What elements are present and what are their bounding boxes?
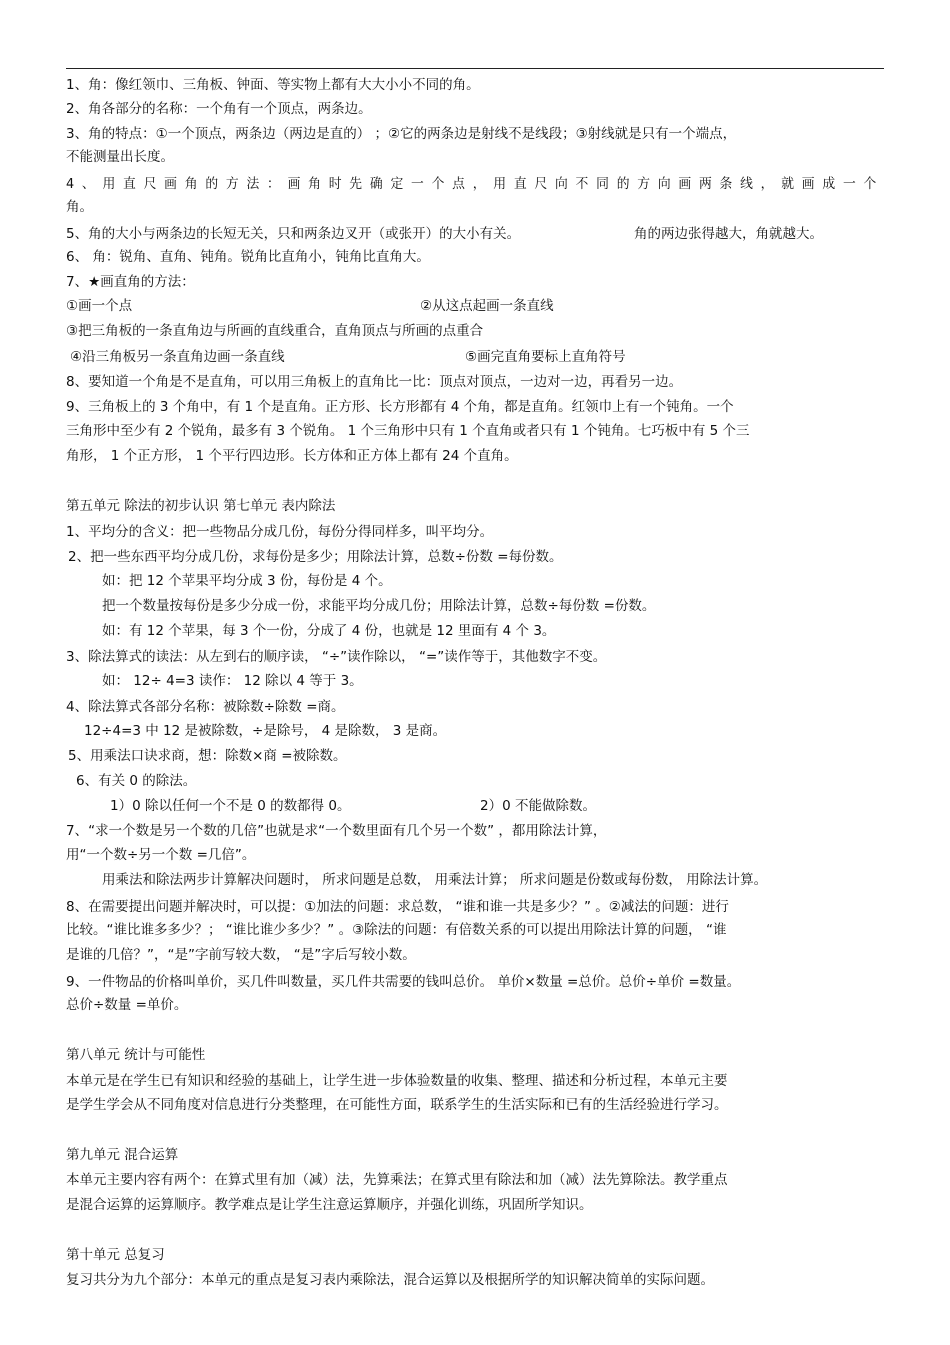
- division-point-6-a: 1）0 除以任何一个不是 0 的数都得 0。: [110, 798, 351, 814]
- angle-point-2: 2、角各部分的名称：一个角有一个顶点，两条边。: [66, 101, 372, 117]
- right-angle-step-3: ③把三角板的一条直角边与所画的直线重合，直角顶点与所画的点重合: [66, 323, 484, 339]
- division-point-6-b: 2）0 不能做除数。: [480, 798, 596, 814]
- right-angle-step-2: ②从这点起画一条直线: [420, 298, 554, 314]
- division-point-4: 4、除法算式各部分名称：被除数÷除数 =商。: [66, 699, 345, 715]
- unit-9-paragraph-1: 本单元主要内容有两个：在算式里有加（减）法，先算乘法；在算式里有除法和加（减）法先算除法。教学重点: [66, 1172, 728, 1188]
- division-point-2-b-example: 如：有 12 个苹果，每 3 个一份，分成了 4 份，也就是 12 里面有 4 个 3。: [102, 623, 556, 639]
- division-point-2-b: 把一个数量按每份是多少分成一份，求能平均分成几份；用除法计算，总数÷每份数 =份数。: [102, 598, 656, 614]
- angle-point-9-cont-2: 角形， 1 个正方形， 1 个平行四边形。长方体和正方体上都有 24 个直角。: [66, 448, 518, 464]
- unit-10-paragraph: 复习共分为九个部分：本单元的重点是复习表内乘除法，混合运算以及根据所学的知识解决简单的实际问题。: [66, 1272, 714, 1288]
- angle-point-3: 3、角的特点：①一个顶点，两条边（两边是直的） ；②它的两条边是射线不是线段；③射线就是只有一个端点，: [66, 126, 737, 142]
- division-point-2-example: 如：把 12 个苹果平均分成 3 份，每份是 4 个。: [102, 573, 392, 589]
- unit-8-paragraph-2: 是学生学会从不同角度对信息进行分类整理，在可能性方面，联系学生的生活实际和已有的生活经验进行学习。: [66, 1097, 728, 1113]
- right-angle-step-1: ①画一个点: [66, 298, 133, 314]
- division-point-3-example: 如： 12÷ 4=3 读作： 12 除以 4 等于 3。: [102, 673, 363, 689]
- right-angle-step-5: ⑤画完直角要标上直角符号: [465, 349, 626, 365]
- division-point-6: 6、有关 0 的除法。: [76, 773, 197, 789]
- angle-point-5: 5、角的大小与两条边的长短无关，只和两条边叉开（或张开）的大小有关。: [66, 226, 521, 242]
- division-point-7-cont: 用“一个数÷另一个数 =几倍”。: [66, 847, 256, 863]
- unit-9-paragraph-2: 是混合运算的运算顺序。教学难点是让学生注意运算顺序，并强化训练，巩固所学知识。: [66, 1197, 593, 1213]
- unit-8-heading: 第八单元 统计与可能性: [66, 1047, 206, 1063]
- angle-point-5-right: 角的两边张得越大，角就越大。: [634, 226, 823, 242]
- angle-point-9-cont-1: 三角形中至少有 2 个锐角，最多有 3 个锐角。 1 个三角形中只有 1 个直角或者只有 1 个钝角。七巧板中有 5 个三: [66, 423, 750, 439]
- unit-8-paragraph-1: 本单元是在学生已有知识和经验的基础上，让学生进一步体验数量的收集、整理、描述和分析过程，本单元主要: [66, 1073, 728, 1089]
- division-point-1: 1、平均分的含义：把一些物品分成几份，每份分得同样多，叫平均分。: [66, 524, 494, 540]
- division-point-8-cont-2: 是谁的几倍？”，“是”字前写较大数， “是”字后写较小数。: [66, 947, 416, 963]
- angle-point-6: 6、 角：锐角、直角、钝角。锐角比直角小，钝角比直角大。: [66, 249, 430, 265]
- right-angle-step-4: ④沿三角板另一条直角边画一条直线: [70, 349, 285, 365]
- division-point-4-example: 12÷4=3 中 12 是被除数，÷是除号， 4 是除数， 3 是商。: [84, 723, 447, 739]
- unit-5-7-heading: 第五单元 除法的初步认识 第七单元 表内除法: [66, 498, 336, 514]
- angle-point-7: 7、★画直角的方法：: [66, 274, 195, 290]
- division-point-8-cont-1: 比较。“谁比谁多多少？； “谁比谁少多少？” 。③除法的问题：有倍数关系的可以提出用除法计算的问题， “谁: [66, 922, 727, 938]
- division-point-5: 5、用乘法口诀求商，想：除数×商 =被除数。: [68, 748, 347, 764]
- division-point-7-note: 用乘法和除法两步计算解决问题时， 所求问题是总数， 用乘法计算； 所求问题是份数或每份数， 用除法计算。: [102, 872, 768, 888]
- unit-9-heading: 第九单元 混合运算: [66, 1147, 179, 1163]
- angle-point-1: 1、角：像红领巾、三角板、钟面、等实物上都有大大小小不同的角。: [66, 77, 480, 93]
- division-point-2: 2、把一些东西平均分成几份，求每份是多少；用除法计算，总数÷份数 =每份数。: [68, 549, 563, 565]
- angle-point-9: 9、三角板上的 3 个角中，有 1 个是直角。正方形、长方形都有 4 个角，都是直角。红领巾上有一个钝角。一个: [66, 399, 734, 415]
- division-point-9-cont: 总价÷数量 =单价。: [66, 997, 188, 1013]
- division-point-3: 3、除法算式的读法：从左到右的顺序读， “÷”读作除以， “=”读作等于，其他数字不变。: [66, 649, 607, 665]
- angle-point-8: 8、要知道一个角是不是直角，可以用三角板上的直角比一比：顶点对顶点，一边对一边，再看另一边。: [66, 374, 683, 390]
- angle-point-4-cont: 角。: [66, 199, 93, 215]
- division-point-9: 9、一件物品的价格叫单价，买几件叫数量，买几件共需要的钱叫总价。 单价×数量 =总价。总价÷单价 =数量。: [66, 974, 741, 990]
- unit-10-heading: 第十单元 总复习: [66, 1247, 165, 1263]
- division-point-8: 8、在需要提出问题并解决时，可以提：①加法的问题：求总数， “谁和谁一共是多少？” 。②减法的问题：进行: [66, 899, 729, 915]
- angle-point-4: 4、用直尺画角的方法：画角时先确定一个点，用直尺向不同的方向画两条线，就画成一个: [66, 176, 885, 192]
- division-point-7: 7、“求一个数是另一个数的几倍”也就是求“一个数里面有几个另一个数” ，都用除法计算，: [66, 823, 607, 839]
- header-rule: [66, 68, 884, 69]
- angle-point-3-cont: 不能测量出长度。: [66, 149, 174, 165]
